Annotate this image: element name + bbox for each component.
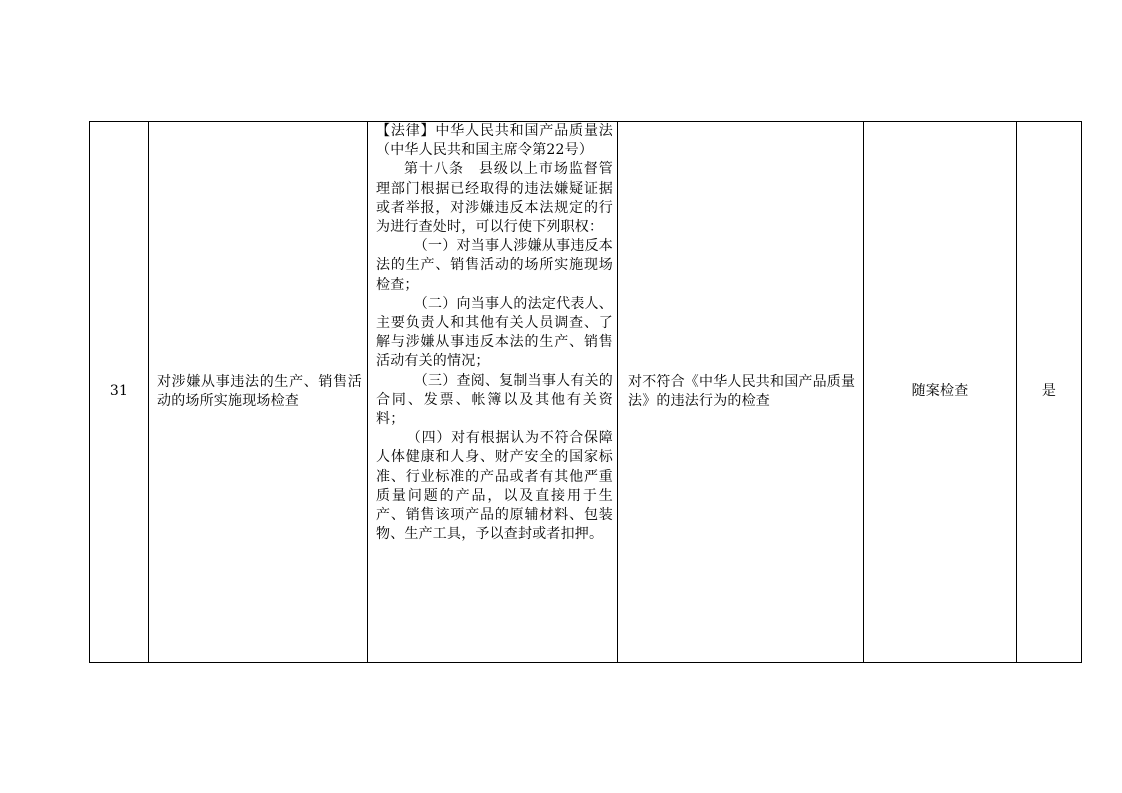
item-number: 31	[109, 383, 129, 400]
flag-value: 是	[1041, 383, 1057, 400]
item-number-cell	[90, 122, 149, 663]
item-name: 对涉嫌从事违法的生产、销售活动的场所实施现场检查	[157, 373, 362, 409]
basis-clause-4: （四）对有根据认为不符合保障人体健康和人身、财产安全的国家标准、行业标准的产品或者有其他严重质量问题的产品，以及直接用于生产、销售该项产品的原辅材料、包装物、生产工具，予以查封或者扣押。	[376, 430, 613, 543]
flag-cell	[1017, 122, 1082, 663]
inspection-method: 随案检查	[911, 383, 969, 400]
basis-article: 第十八条 县级以上市场监督管理部门根据已经取得的违法嫌疑证据或者举报，对涉嫌违反本法规定的行为进行查处时，可以行使下列职权：	[376, 161, 613, 236]
item-name-cell	[149, 122, 368, 663]
inspection-scope-cell	[618, 122, 864, 663]
basis-clause-1: （一）对当事人涉嫌从事违反本法的生产、销售活动的场所实施现场检查；	[376, 238, 613, 293]
table-row	[90, 122, 1082, 663]
basis-clause-3: （三）查阅、复制当事人有关的合同、发票、帐簿以及其他有关资料；	[376, 372, 613, 428]
inspection-method-cell	[864, 122, 1017, 663]
inspection-items-table	[89, 121, 1082, 663]
legal-basis-cell	[368, 122, 618, 663]
basis-clause-2: （二）向当事人的法定代表人、主要负责人和其他有关人员调查、了解与涉嫌从事违反本法的生产、销售活动有关的情况；	[376, 295, 613, 370]
inspection-scope: 对不符合《中华人民共和国产品质量法》的违法行为的检查	[628, 373, 856, 409]
basis-law-title: 【法律】中华人民共和国产品质量法（中华人民共和国主席令第22号）	[376, 123, 613, 159]
